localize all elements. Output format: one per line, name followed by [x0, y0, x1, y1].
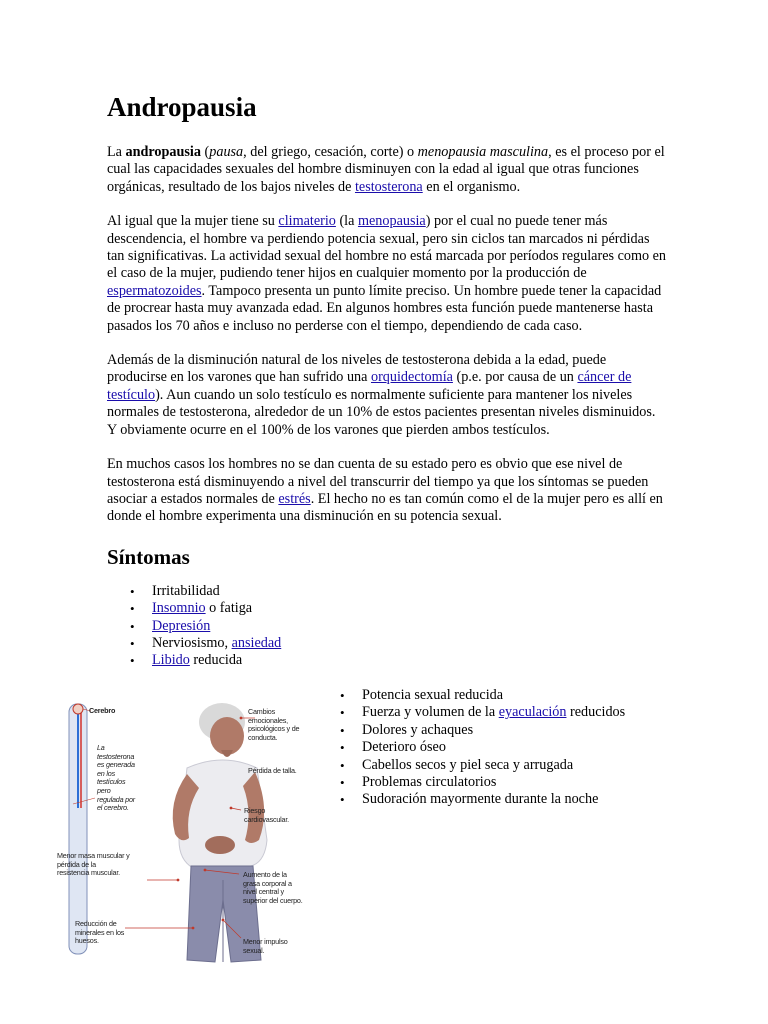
link-orquidectomia[interactable]: orquidectomía	[370, 369, 453, 386]
link-insomnio[interactable]: Insomnio	[152, 600, 206, 617]
page-title: Andropausia	[107, 92, 257, 122]
label-perdida-talla: Pérdida de talla.	[248, 766, 297, 775]
paragraph-disminucion: Además de la disminución natural de los niveles de testosterona debida a la edad, puede producirse en los varones que han sufrido una orquidectomía (p.e. por causa de un cáncer de testículo). Aun cuando un solo testículo es normalmente suficiente para mantener los niveles normales de testosterona, alrededor de un 10% de estos pacientes presentan niveles disminuidos. Y obviamente ocurre en el 100% de los varones que pierden ambos testículos.	[107, 352, 656, 438]
label-cambios: Cambios emocionales, psicológicos y de conducta.	[248, 707, 300, 742]
label-menor-masa: Menor masa muscular y pérdida de la resistencia muscular.	[57, 851, 130, 878]
link-menopausia[interactable]: menopausia	[357, 213, 426, 230]
link-cancer-testiculo[interactable]: cáncer de testículo	[107, 369, 632, 403]
link-eyaculacion[interactable]: eyaculación	[498, 704, 567, 721]
hands	[205, 836, 235, 854]
label-menor-impulso: Menor impulso sexual.	[243, 937, 288, 955]
list-item: • Deterioro óseo	[317, 739, 657, 756]
label-aumento-grasa: Aumento de la grasa corporal a nivel central y superior del cuerpo.	[243, 870, 303, 905]
list-item: • Sudoración mayormente durante la noche	[317, 791, 657, 808]
intro-paragraph: La andropausia (pausa, del griego, cesación, corte) o menopausia masculina, es el proceso por el cual las capacidades sexuales del hombre disminuyen con la edad al igual que otras funciones orgánicas, resultado de los bajos niveles de testosterona en el organismo.	[107, 144, 665, 195]
list-item	[107, 618, 667, 635]
symptom-list-1	[107, 583, 667, 670]
link-espermatozoides[interactable]: espermatozoides	[107, 282, 202, 299]
label-cerebro: Cerebro	[89, 706, 116, 715]
list-item: • Fuerza y volumen de la eyaculación reducidos	[317, 704, 657, 721]
section-heading-sintomas: Síntomas	[107, 544, 190, 569]
paragraph-estres: En muchos casos los hombres no se dan cuenta de su estado pero es obvio que ese nivel de testosterona está disminuyendo a nivel del transcurrir del tiempo ya que los síntomas se pueden asociar a estados normales de estrés. El hecho no es tan común como el de la mujer pero es allí en donde el hombre experimenta una disminución en su potencia sexual.	[107, 456, 663, 525]
list-item: • Irritabilidad	[107, 583, 667, 600]
link-ansiedad[interactable]: ansiedad	[231, 634, 282, 651]
link-estres[interactable]: estrés	[278, 490, 311, 507]
list-item: • Nerviosismo, ansiedad	[107, 635, 667, 652]
andropause-illustration	[55, 690, 310, 965]
list-item: • Problemas circulatorios	[317, 774, 657, 791]
symptom-list-2	[317, 687, 657, 809]
face	[210, 717, 244, 755]
link-libido[interactable]: Libido	[152, 652, 190, 669]
link-testosterona[interactable]: testosterona	[354, 178, 423, 195]
paragraph-climaterio: Al igual que la mujer tiene su climaterio (la menopausia) por el cual no puede tener más descendencia, el hombre va perdiendo potencia sexual, pero sin ciclos tan marcados ni pérdidas tan significativas. La actividad sexual del hombre no está marcada por períodos regulares como en el caso de la mujer, pudiendo tener hijos en cualquier momento por la producción de espermatozoides. Tampoco presenta un punto límite preciso. Un hombre puede tener la capacidad de procrear hasta muy avanzada edad. En algunos hombres esta función puede mantenerse hasta pasados los 70 años e incluso no perderse con el tiempo, dependiendo de cada caso.	[107, 213, 667, 334]
bold-term: andropausia	[125, 144, 201, 160]
list-item: • Potencia sexual reducida	[317, 687, 657, 704]
brain-icon	[73, 704, 83, 714]
link-climaterio[interactable]: climaterio	[278, 213, 336, 230]
list-item: • Cabellos secos y piel seca y arrugada	[317, 757, 657, 774]
label-testosterona: La testosterona es generada en los testículos pero regulada por el cerebro.	[97, 743, 135, 813]
label-riesgo: Riesgo cardiovascular.	[244, 806, 289, 824]
list-item: • Libido reducida	[107, 652, 667, 669]
link-depresion[interactable]: Depresión	[152, 617, 211, 634]
list-item: • Dolores y achaques	[317, 722, 657, 739]
article	[107, 90, 667, 670]
label-reduccion-minerales: Reducción de minerales en los huesos.	[75, 919, 125, 946]
list-item: • Insomnio o fatiga	[107, 600, 667, 617]
